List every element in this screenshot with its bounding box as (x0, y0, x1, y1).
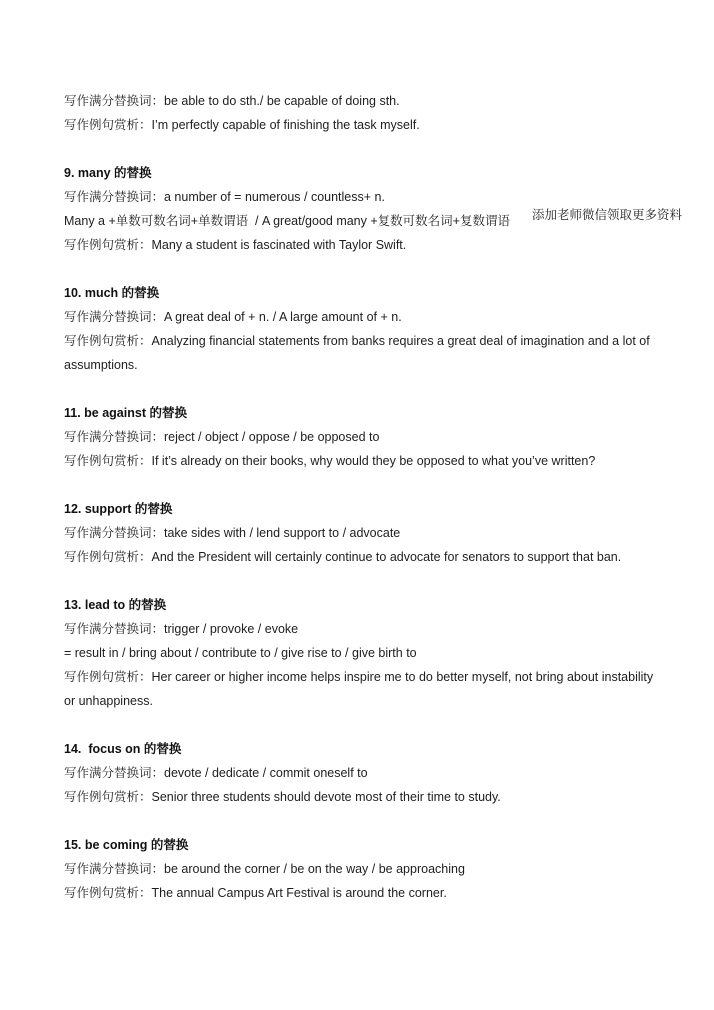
replace-words-line: 写作满分替换词：take sides with / lend support to / advocate (64, 526, 401, 540)
side-note: 添加老师微信领取更多资料 (532, 208, 683, 222)
replace-words-line: 写作满分替换词：devote / dedicate / commit oneself to (64, 766, 368, 780)
example-sentence-line: 写作例句赏析：Senior three students should devote most of their time to study. (64, 790, 501, 804)
section-heading-10: 10. much 的替换 (64, 286, 160, 300)
replace-words-line: 写作满分替换词：trigger / provoke / evoke (64, 622, 299, 636)
example-sentence-line: 写作例句赏析：If it’s already on their books, why would they be opposed to what you’ve written? (64, 454, 596, 468)
example-sentence-line: 写作例句赏析：The annual Campus Art Festival is around the corner. (64, 886, 447, 900)
example-sentence-line: 写作例句赏析：And the President will certainly continue to advocate for senators to support that ban. (64, 550, 622, 564)
section-heading-14: 14. focus on 的替换 (64, 742, 182, 756)
section-heading-13: 13. lead to 的替换 (64, 598, 167, 612)
synonym-line: = result in / bring about / contribute to / give rise to / give birth to (64, 646, 417, 660)
replace-words-line: 写作满分替换词：A great deal of + n. / A large amount of + n. (64, 310, 402, 324)
usage-note-line: Many a +单数可数名词+单数谓语 / A great/good many +复数可数名词+复数谓语 (64, 214, 510, 228)
replace-words-line: 写作满分替换词：a number of = numerous / countless+ n. (64, 190, 385, 204)
example-sentence-line: 写作例句赏析：Many a student is fascinated with Taylor Swift. (64, 238, 407, 252)
section-heading-9: 9. many 的替换 (64, 166, 152, 180)
replace-words-line: 写作满分替换词：be able to do sth./ be capable of doing sth. (64, 94, 400, 108)
section-heading-11: 11. be against 的替换 (64, 406, 187, 420)
replace-words-line: 写作满分替换词：reject / object / oppose / be opposed to (64, 430, 380, 444)
section-heading-15: 15. be coming 的替换 (64, 838, 189, 852)
example-sentence-line: 写作例句赏析：Her career or higher income helps inspire me to do better myself, not bring about instability or unhappiness. (64, 670, 654, 708)
example-sentence-line: 写作例句赏析：I’m perfectly capable of finishing the task myself. (64, 118, 420, 132)
section-heading-12: 12. support 的替换 (64, 502, 173, 516)
replace-words-line: 写作满分替换词：be around the corner / be on the way / be approaching (64, 862, 465, 876)
example-sentence-line: 写作例句赏析：Analyzing financial statements from banks requires a great deal of imagination and a lot of assumptions. (64, 334, 650, 372)
